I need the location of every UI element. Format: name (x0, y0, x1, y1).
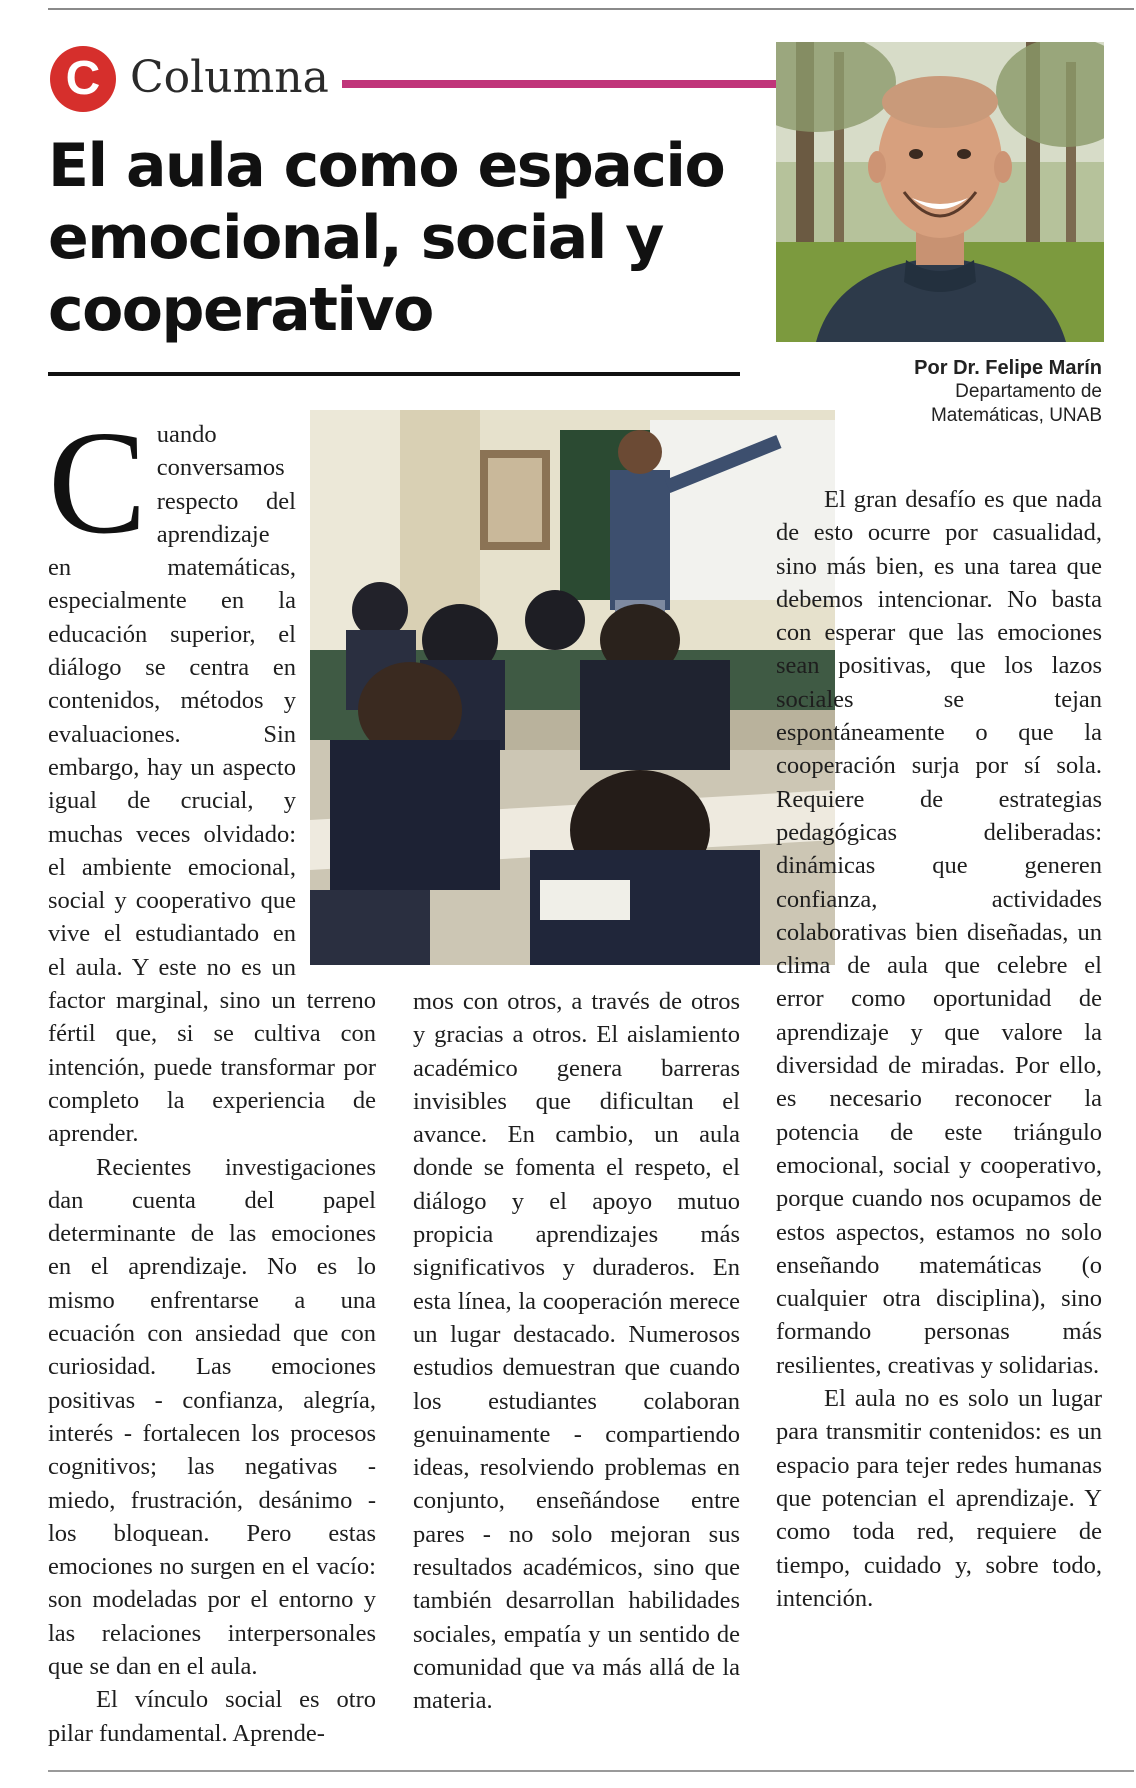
section-label: Columna (130, 52, 329, 103)
section-badge: C (50, 46, 116, 112)
article-column-1 (48, 401, 376, 1750)
article-paragraph-1-text: uando conversamos respecto del aprendizaje en matemáticas, especialmente en la educación superior, el diálogo se centra en contenidos, métodos y evaluaciones. Sin embargo, hay un aspecto igual de crucial, y muchas veces olvidado: el ambiente emocional, social y cooperativo que vive el estudiantado en el aula. Y este no es un factor marginal, sino un terreno fértil que, si se cultiva con intención, puede transformar por completo la experiencia de aprender. (48, 421, 376, 1148)
author-photo (776, 42, 1104, 342)
article-paragraph-4: El gran desafío es que nada de esto ocurre por casualidad, sino más bien, es una tarea que debemos intencionar. No basta con esperar que las emociones sean positivas, que los lazos sociales se tejan espontáneamente o que la cooperación surja por sí sola. Requiere de estrategias pedagógicas deliberadas: dinámicas que generen confianza, actividades colaborativas bien diseñadas, un clima de aula que celebre el error como oportunidad de aprendizaje y que valore la diversidad de miradas. Por ello, es necesario reconocer la potencia de este triángulo emocional, social y cooperativo, porque cuando nos ocupamos de estos aspectos, estamos no solo enseñando matemáticas (o cualquier otra disciplina), sino formando personas más resilientes, creativas y solidarias. (776, 486, 1102, 1379)
author-affiliation-line-2: Matemáticas, UNAB (930, 405, 1102, 426)
author-name: Por Dr. Felipe Marín (914, 357, 1102, 379)
bottom-rule (48, 1770, 1134, 1772)
article-paragraph-3-continued: mos con otros, a través de otros y gracias a otros. El aislamiento académico genera barreras invisibles que dificultan el avance. En cambio, un aula donde se fomenta el respeto, el diálogo y el apoyo mutuo propicia aprendizajes más significativos y duraderos. En esta línea, la cooperación merece un lugar destacado. Numerosos estudios demuestran que cuando los estudiantes colaboran genuinamente - compartiendo ideas, resolviendo problemas en conjunto, enseñándose entre pares - no solo mejoran sus resultados académicos, sino que también desarrollan habilidades sociales, empatía y un sentido de comunidad que va más allá de la materia. (413, 988, 740, 1715)
headline-rule (48, 372, 740, 376)
headline: El aula como espacio emocional, social y cooperativo (48, 131, 725, 345)
article-paragraph-3-start: El vínculo social es otro pilar fundamental. Aprende- (48, 1686, 376, 1747)
classroom-photo (310, 410, 835, 965)
article-column-2 (413, 985, 740, 1718)
article-paragraph-5: El aula no es solo un lugar para transmitir contenidos: es un espacio para tejer redes humanas que potencian el aprendizaje. Y como toda red, requiere de tiempo, cuidado y, sobre todo, intención. (776, 1385, 1102, 1612)
section-accent-rule (342, 80, 776, 88)
drop-cap: C (48, 401, 147, 565)
article-column-3 (776, 483, 1102, 1615)
top-rule (48, 8, 1134, 10)
author-affiliation-line-1: Departamento de (955, 381, 1102, 402)
article-paragraph-2: Recientes investigaciones dan cuenta del papel determinante de las emociones en el aprendizaje. No es lo mismo enfrentarse a una ecuación con ansiedad que con curiosidad. Las emociones positivas - confianza, alegría, interés - fortalecen los procesos cognitivos; las negativas - miedo, frustración, desánimo - los bloquean. Pero estas emociones no surgen en el vacío: son modeladas por el entorno y las relaciones interpersonales que se dan en el aula. (48, 1153, 376, 1680)
